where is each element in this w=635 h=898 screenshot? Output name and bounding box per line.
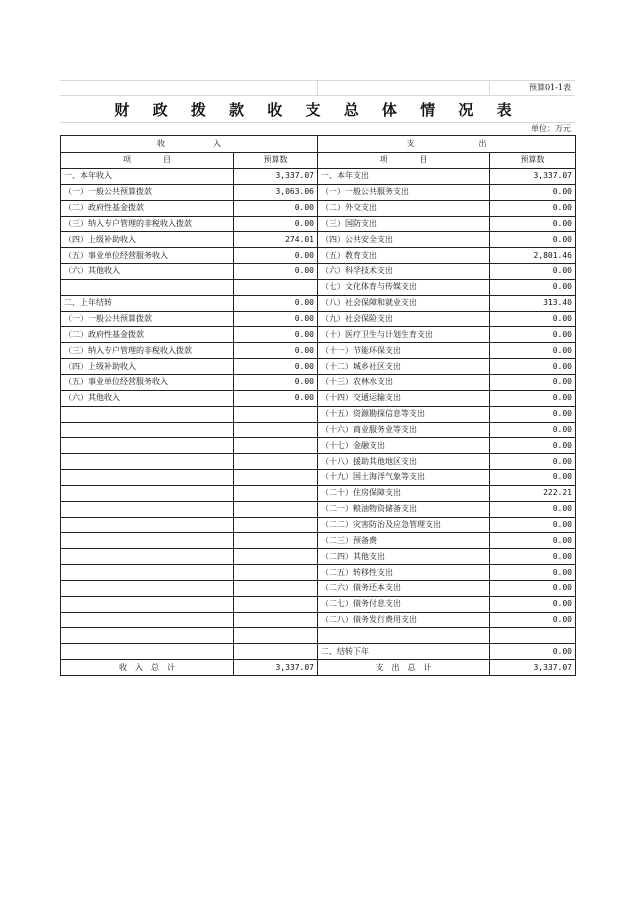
expense-item-cell: （二）外交支出 bbox=[318, 200, 490, 216]
table-row bbox=[61, 184, 576, 200]
income-value-cell bbox=[234, 454, 318, 470]
income-value-cell: 0.00 bbox=[234, 374, 318, 390]
expense-value-cell: 222.21 bbox=[490, 485, 576, 501]
expense-item-cell: （六）科学技术支出 bbox=[318, 264, 490, 280]
income-value-cell: 3,337.07 bbox=[234, 169, 318, 185]
income-value-cell bbox=[234, 438, 318, 454]
total-row bbox=[61, 660, 576, 676]
expense-item-cell: （一）一般公共服务支出 bbox=[318, 184, 490, 200]
expense-item-cell: （二二）灾害防治及应急管理支出 bbox=[318, 517, 490, 533]
income-item-cell bbox=[61, 533, 234, 549]
income-item-cell bbox=[61, 470, 234, 486]
income-value-cell: 0.00 bbox=[234, 359, 318, 375]
income-item-cell bbox=[61, 422, 234, 438]
income-item-cell: 二、上年结转 bbox=[61, 295, 234, 311]
expense-value-cell: 0.00 bbox=[490, 454, 576, 470]
income-item-cell: （三）纳入专户管理的非税收入拨款 bbox=[61, 343, 234, 359]
expense-value-cell: 0.00 bbox=[490, 264, 576, 280]
income-item-cell bbox=[61, 565, 234, 581]
income-item-cell bbox=[61, 517, 234, 533]
income-value-cell: 0.00 bbox=[234, 295, 318, 311]
income-value-cell: 274.01 bbox=[234, 232, 318, 248]
expense-value-cell: 0.00 bbox=[490, 533, 576, 549]
header-row-section bbox=[61, 136, 576, 153]
income-item-cell: （四）上级补助收入 bbox=[61, 232, 234, 248]
income-total-label: 收 入 总 计 bbox=[61, 660, 234, 676]
income-value-cell bbox=[234, 565, 318, 581]
expense-value-cell: 0.00 bbox=[490, 184, 576, 200]
expense-item-cell: （十三）农林水支出 bbox=[318, 374, 490, 390]
income-item-cell: （三）纳入专户管理的非税收入拨款 bbox=[61, 216, 234, 232]
expense-item-cell: 二、结转下年 bbox=[318, 644, 490, 660]
income-item-cell: （四）上级补助收入 bbox=[61, 359, 234, 375]
expense-total-value: 3,337.07 bbox=[490, 660, 576, 676]
expense-item-cell: （二十）住房保障支出 bbox=[318, 485, 490, 501]
expense-value-cell: 2,801.46 bbox=[490, 248, 576, 264]
expense-value-cell: 0.00 bbox=[490, 327, 576, 343]
income-item-cell bbox=[61, 612, 234, 628]
income-item-cell bbox=[61, 438, 234, 454]
income-value-cell: 3,063.06 bbox=[234, 184, 318, 200]
unit-row bbox=[60, 123, 575, 135]
expense-value-cell: 0.00 bbox=[490, 359, 576, 375]
expense-item-cell: （三）国防支出 bbox=[318, 216, 490, 232]
income-value-cell bbox=[234, 470, 318, 486]
income-total-value: 3,337.07 bbox=[234, 660, 318, 676]
table-row bbox=[61, 644, 576, 660]
income-value-cell bbox=[234, 549, 318, 565]
income-item-cell: （二）政府性基金拨款 bbox=[61, 200, 234, 216]
expense-item-cell: （二五）转移性支出 bbox=[318, 565, 490, 581]
table-row bbox=[61, 422, 576, 438]
table-row bbox=[61, 517, 576, 533]
income-item-cell bbox=[61, 549, 234, 565]
income-item-cell bbox=[61, 279, 234, 295]
expense-value-cell: 0.00 bbox=[490, 200, 576, 216]
table-row bbox=[61, 327, 576, 343]
expense-item-cell: （九）社会保险支出 bbox=[318, 311, 490, 327]
income-item-cell: （一）一般公共预算拨款 bbox=[61, 184, 234, 200]
income-item-cell bbox=[61, 485, 234, 501]
expense-item-cell: （四）公共安全支出 bbox=[318, 232, 490, 248]
income-value-cell: 0.00 bbox=[234, 327, 318, 343]
expense-item-cell: （十七）金融支出 bbox=[318, 438, 490, 454]
expense-value-cell: 0.00 bbox=[490, 279, 576, 295]
income-item-cell: 一、本年收入 bbox=[61, 169, 234, 185]
expense-item-cell: （二七）债务付息支出 bbox=[318, 596, 490, 612]
income-budget-header: 预算数 bbox=[234, 152, 318, 169]
table-row bbox=[61, 264, 576, 280]
table-row bbox=[61, 311, 576, 327]
income-item-cell bbox=[61, 454, 234, 470]
table-row bbox=[61, 279, 576, 295]
table-row bbox=[61, 454, 576, 470]
expense-value-cell: 0.00 bbox=[490, 406, 576, 422]
income-value-cell bbox=[234, 628, 318, 644]
budget-sheet bbox=[60, 80, 575, 676]
income-value-cell: 0.00 bbox=[234, 216, 318, 232]
expense-total-label: 支 出 总 计 bbox=[318, 660, 490, 676]
income-item-cell: （五）事业单位经营服务收入 bbox=[61, 374, 234, 390]
income-value-cell bbox=[234, 485, 318, 501]
income-item-cell bbox=[61, 501, 234, 517]
expense-item-cell: （八）社会保障和就业支出 bbox=[318, 295, 490, 311]
table-row bbox=[61, 612, 576, 628]
income-value-cell bbox=[234, 406, 318, 422]
income-value-cell bbox=[234, 501, 318, 517]
income-value-cell bbox=[234, 644, 318, 660]
income-item-cell: （六）其他收入 bbox=[61, 264, 234, 280]
income-item-cell bbox=[61, 644, 234, 660]
expense-item-cell: （十五）资源勘探信息等支出 bbox=[318, 406, 490, 422]
table-row bbox=[61, 295, 576, 311]
table-row bbox=[61, 533, 576, 549]
income-value-cell: 0.00 bbox=[234, 343, 318, 359]
expense-value-cell: 3,337.07 bbox=[490, 169, 576, 185]
expense-item-cell: （十四）交通运输支出 bbox=[318, 390, 490, 406]
income-value-cell bbox=[234, 279, 318, 295]
expense-budget-header: 预算数 bbox=[490, 152, 576, 169]
expense-item-cell: （十）医疗卫生与计划生育支出 bbox=[318, 327, 490, 343]
table-row bbox=[61, 359, 576, 375]
expense-value-cell: 0.00 bbox=[490, 596, 576, 612]
income-value-cell bbox=[234, 580, 318, 596]
expense-item-cell: （二三）预备费 bbox=[318, 533, 490, 549]
income-item-cell bbox=[61, 628, 234, 644]
expense-item-cell: （五）教育支出 bbox=[318, 248, 490, 264]
table-row bbox=[61, 628, 576, 644]
income-value-cell: 0.00 bbox=[234, 311, 318, 327]
blank-cell bbox=[60, 81, 318, 95]
expense-item-cell: 一、本年支出 bbox=[318, 169, 490, 185]
expense-value-cell: 0.00 bbox=[490, 549, 576, 565]
expense-value-cell: 0.00 bbox=[490, 311, 576, 327]
income-item-cell: （五）事业单位经营服务收入 bbox=[61, 248, 234, 264]
expense-value-cell: 0.00 bbox=[490, 422, 576, 438]
table-row bbox=[61, 549, 576, 565]
expense-value-cell: 0.00 bbox=[490, 565, 576, 581]
income-value-cell bbox=[234, 517, 318, 533]
income-item-cell bbox=[61, 406, 234, 422]
expense-item-cell: （二八）债务发行费用支出 bbox=[318, 612, 490, 628]
income-value-cell: 0.00 bbox=[234, 390, 318, 406]
expense-item-cell: （二一）粮油物资储备支出 bbox=[318, 501, 490, 517]
header-row-columns bbox=[61, 152, 576, 169]
expense-item-cell: （十一）节能环保支出 bbox=[318, 343, 490, 359]
table-row bbox=[61, 343, 576, 359]
income-value-cell bbox=[234, 533, 318, 549]
expense-value-cell: 0.00 bbox=[490, 612, 576, 628]
expense-item-cell: （十九）国土海洋气象等支出 bbox=[318, 470, 490, 486]
page-title: 财 政 拨 款 收 支 总 体 情 况 表 bbox=[114, 101, 521, 119]
income-item-cell: （一）一般公共预算拨款 bbox=[61, 311, 234, 327]
expense-item-cell: （二四）其他支出 bbox=[318, 549, 490, 565]
income-item-cell: （二）政府性基金拨款 bbox=[61, 327, 234, 343]
expense-value-cell: 313.40 bbox=[490, 295, 576, 311]
form-number: 预算01-1表 bbox=[529, 83, 571, 92]
expense-value-cell: 0.00 bbox=[490, 501, 576, 517]
table-row bbox=[61, 248, 576, 264]
income-value-cell bbox=[234, 612, 318, 628]
expense-value-cell: 0.00 bbox=[490, 232, 576, 248]
table-row bbox=[61, 232, 576, 248]
table-row bbox=[61, 169, 576, 185]
table-row bbox=[61, 501, 576, 517]
expense-item-cell: （七）文化体育与传媒支出 bbox=[318, 279, 490, 295]
income-value-cell bbox=[234, 596, 318, 612]
expense-value-cell: 0.00 bbox=[490, 580, 576, 596]
expense-item-cell: （二六）债务还本支出 bbox=[318, 580, 490, 596]
income-item-cell: （六）其他收入 bbox=[61, 390, 234, 406]
form-number-row bbox=[60, 80, 575, 96]
table-row bbox=[61, 200, 576, 216]
expense-item-cell: （十二）城乡社区支出 bbox=[318, 359, 490, 375]
table-row bbox=[61, 216, 576, 232]
income-value-cell bbox=[234, 422, 318, 438]
expense-header: 支 出 bbox=[318, 136, 576, 153]
table-row bbox=[61, 470, 576, 486]
budget-table bbox=[60, 135, 576, 676]
table-row bbox=[61, 406, 576, 422]
blank-cell bbox=[317, 81, 490, 95]
table-row bbox=[61, 596, 576, 612]
table-row bbox=[61, 390, 576, 406]
income-value-cell: 0.00 bbox=[234, 248, 318, 264]
expense-value-cell: 0.00 bbox=[490, 343, 576, 359]
unit-label: 单位：万元 bbox=[531, 124, 571, 133]
expense-item-cell bbox=[318, 628, 490, 644]
table-row bbox=[61, 438, 576, 454]
expense-value-cell: 0.00 bbox=[490, 438, 576, 454]
income-item-cell bbox=[61, 596, 234, 612]
title-row bbox=[60, 96, 575, 123]
income-value-cell: 0.00 bbox=[234, 264, 318, 280]
expense-value-cell: 0.00 bbox=[490, 374, 576, 390]
expense-value-cell: 0.00 bbox=[490, 470, 576, 486]
income-item-cell bbox=[61, 580, 234, 596]
expense-value-cell: 0.00 bbox=[490, 517, 576, 533]
table-row bbox=[61, 374, 576, 390]
expense-item-header: 项 目 bbox=[318, 152, 490, 169]
income-header: 收 入 bbox=[61, 136, 318, 153]
expense-value-cell: 0.00 bbox=[490, 644, 576, 660]
table-row bbox=[61, 565, 576, 581]
income-item-header: 项 目 bbox=[61, 152, 234, 169]
table-row bbox=[61, 485, 576, 501]
expense-item-cell: （十六）商业服务业等支出 bbox=[318, 422, 490, 438]
income-value-cell: 0.00 bbox=[234, 200, 318, 216]
expense-value-cell bbox=[490, 628, 576, 644]
table-row bbox=[61, 580, 576, 596]
expense-value-cell: 0.00 bbox=[490, 216, 576, 232]
expense-item-cell: （十八）援助其他地区支出 bbox=[318, 454, 490, 470]
expense-value-cell: 0.00 bbox=[490, 390, 576, 406]
